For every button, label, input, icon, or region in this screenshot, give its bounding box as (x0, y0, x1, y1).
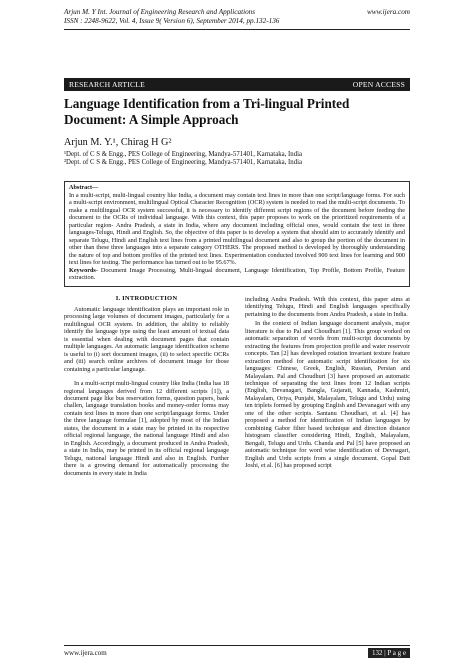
intro-paragraph-1: Automatic language identification plays an important role in processing large volumes of document images, particularly for a multilingual OCR system. In addition, the ability to reliably identify the language type using the least amount of textual data is essential when dealing with document pages that contain multiple languages. An automatic language identification scheme is useful to (i) sort document images, (ii) to select specific OCRs and (iii) search online archives of document image for those containing a particular language. (64, 306, 229, 373)
article-banner (64, 78, 410, 91)
paper-title: Language Identification from a Tri-lingual Printed Document: A Simple Approach (64, 96, 350, 127)
affiliation-1: ¹Dept. of C S & Engg., PES College of Engineering, Mandya-571401, Karnataka, India (64, 151, 302, 158)
page-number: 132 | P a g e (368, 648, 410, 658)
banner-open-access: OPEN ACCESS (352, 80, 405, 89)
intro-paragraph-4: In the context of Indian language document analysis, major literature is due to Pal and Choudhuri [1]. This group worked on automatic separation of words from multi-script documents by extracting the features from projection profile and water reservoir concepts. Tan [2] has developed rotation invariant texture feature extraction method for automatic script identification for six languages: Chinese, Greek, English, Russian, Persian and Malayalam. Pal and Choudhuri [3] have proposed an automatic technique of separating the text lines from 12 Indian scripts (English, Devanagari, Bangla, Gujarati, Kannada, Kashmiri, Malayalam, Oriya, Punjabi, Malayalam, Telugu and Urdu) using ten triplets formed by grouping English and Devanagari with any one of the other scripts. Santanu Choudhari, et al. [4] has proposed a method for identification of Indian languages by combining Gabor filter based technique and direction distance histogram classifier considering Hindi, English, Malayalam, Bengali, Telugu and Urdu. Chanda and Pal [5] have proposed an automatic technique for word wise identification of Devnagari, English and Urdu scripts from a single document. Gopal Datt Joshi, et al. [6] has proposed script (245, 320, 410, 469)
section-heading-introduction: I. INTRODUCTION (115, 295, 178, 302)
footer-rule (64, 645, 410, 646)
keywords-label: Keywords (69, 266, 96, 274)
keywords-line (69, 267, 405, 282)
abstract-box (64, 181, 410, 287)
header-rule (64, 29, 410, 30)
page-footer (64, 645, 410, 658)
intro-paragraph-3: including Andra Pradesh. With this context, this paper aims at identifying Telugu, Hindi and English languages specifically pertaining to the documents from Andra Pradesh, a state in India. (245, 296, 410, 318)
author-list: Arjun M. Y.¹, Chirag H G² (64, 137, 172, 148)
running-header (64, 8, 410, 30)
issn-line: ISSN : 2248-9622, Vol. 4, Issue 9( Version 6), September 2014, pp.132-136 (64, 17, 280, 25)
journal-line: Arjun M. Y Int. Journal of Engineering Research and Applications (64, 8, 256, 16)
keywords-text: - Document Image Processing, Multi-lingual document, Language Identification, Top Profile, Bottom Profile, Feature extraction. (69, 266, 405, 281)
abstract-label: Abstract— (69, 184, 99, 191)
header-url[interactable]: www.ijera.com (367, 8, 410, 16)
intro-paragraph-2: In a multi-script multi-lingual country like India (India has 18 regional languages derived from 12 different scripts [1]), a document page like bus reservation forms, question papers, bank challen, language translation books and money-order forms may contain text lines in more than one script/language forms. Under the three language formulae [1], adopted by most of the Indian states, the document in a state may be printed in its respective official regional language, the national language Hindi and also in English. Accordingly, a document produced in Andra Pradesh, a state in India, may be printed in its official regional language Telugu, national language Hindi and also in English. Further there is a growing demand for automatically processing the documents in every state in India (64, 380, 229, 477)
affiliations (64, 151, 410, 167)
abstract-text: In a multi-script, multi-lingual country like India, a document may contain text lines in more than one script/language forms. For such a multi-script environment, multilingual Optical Character Recognition (OCR) system is needed to read the multi-script documents. To make a multilingual OCR system successful, it is necessary to identify different script regions of the document before feeding the document to the OCRs of individual language. With this context, this paper proposes to work on the prioritized requirements of a particular region- Andra Pradesh, a state in India, where any document including official ones, would contain the text in three languages-Telugu, Hindi and English. So, the objective of this paper is to develop a system that should aim to accurately identify and separate Telugu, Hindi and English text lines from a printed multilingual document and also to group the portion of the document in other than these three languages into a separate category OTHERS. The proposed method is developed by thoroughly understanding the nature of top and bottom profiles of the printed text lines. Experimentation conducted involved 900 text lines for learning and 900 text lines for testing. The performance has turned out to be 95.67%. (69, 191, 405, 266)
affiliation-2: ²Dept. of C S & Engg., PES College of Engineering, Mandya-571401, Karnataka, India (64, 159, 302, 167)
right-column (245, 296, 410, 469)
banner-research-article: RESEARCH ARTICLE (69, 80, 145, 89)
footer-url[interactable]: www.ijera.com (64, 649, 107, 657)
left-column (64, 306, 229, 477)
